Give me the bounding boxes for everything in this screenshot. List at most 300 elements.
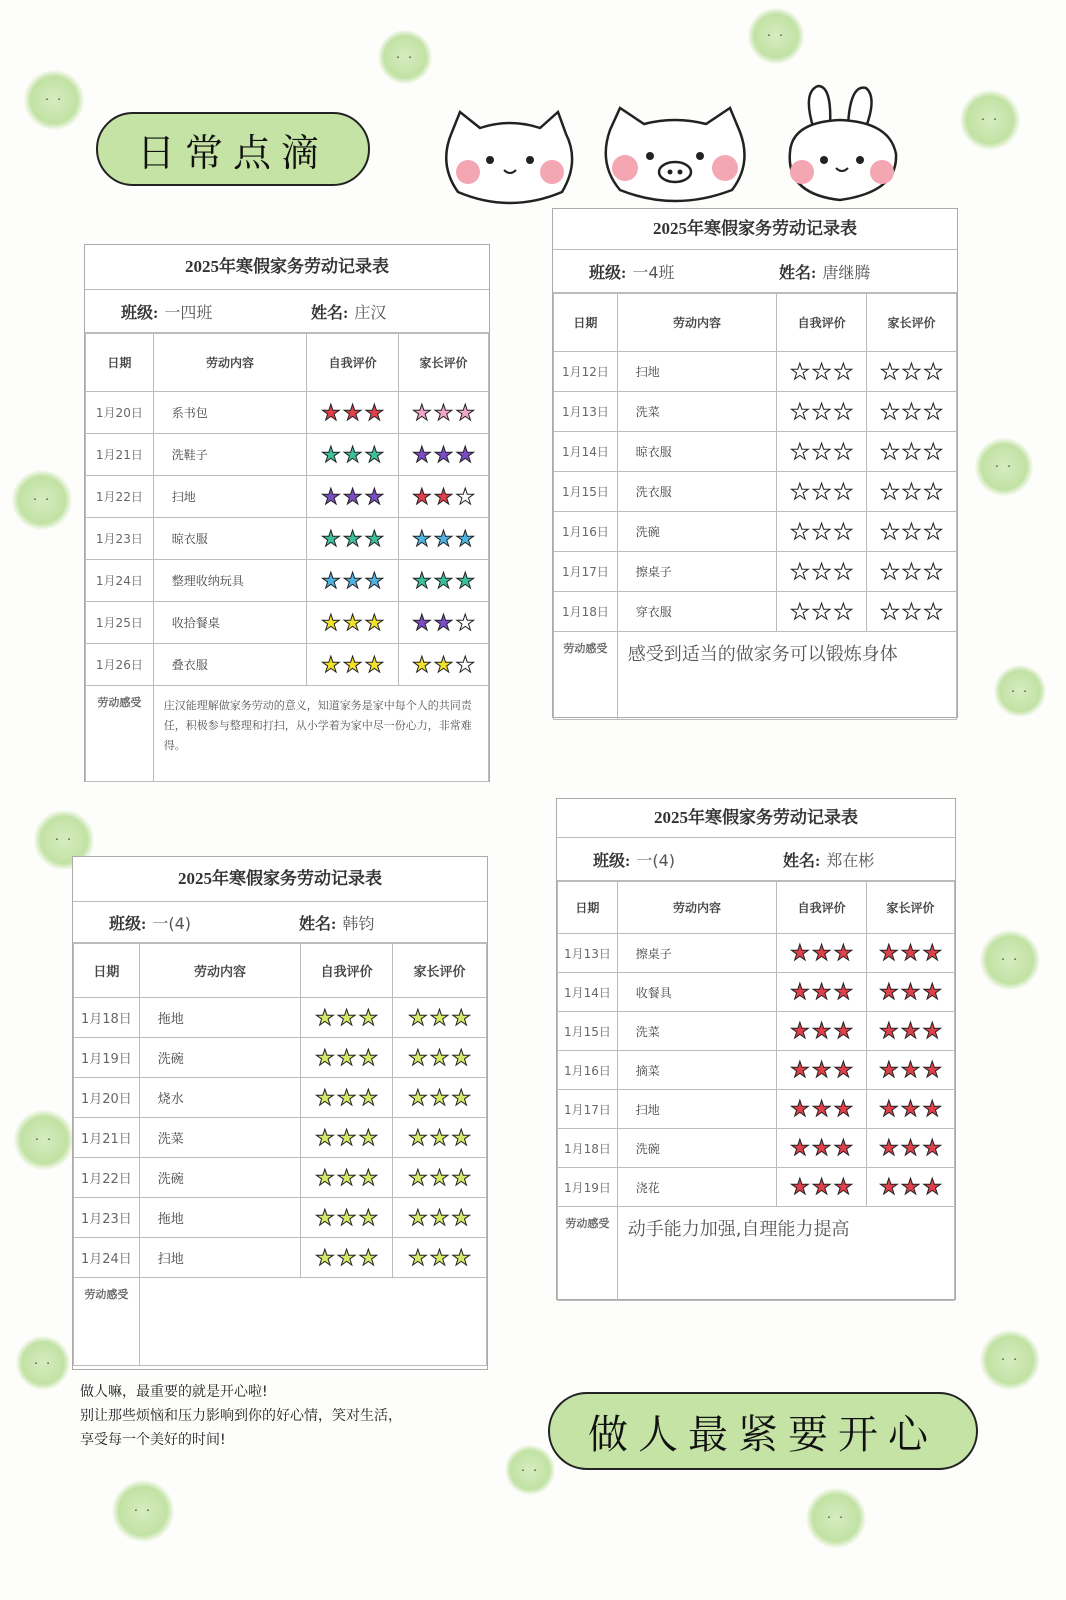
parent-rating-stars	[867, 942, 954, 964]
class-field	[109, 911, 299, 934]
table-row	[74, 1198, 487, 1238]
star-icon: ★	[321, 567, 341, 593]
feedback-text	[139, 1278, 486, 1366]
class-value: 一(4)	[636, 850, 676, 870]
row-date: 1月22日	[74, 1158, 140, 1198]
decor-dot	[112, 1480, 174, 1542]
row-date: 1月14日	[554, 432, 618, 472]
row-task: 擦桌子	[617, 934, 776, 973]
star-icon: ★	[790, 398, 810, 424]
star-icon: ★	[358, 1244, 379, 1270]
parent-rating-stars	[393, 1244, 486, 1270]
self-rating-stars	[301, 1164, 392, 1190]
feedback-label: 劳动感受	[558, 1207, 618, 1301]
self-rating-cell	[301, 1038, 393, 1078]
task-header: 劳动内容	[617, 294, 776, 352]
row-date: 1月16日	[558, 1051, 618, 1090]
self-rating-header: 自我评价	[777, 294, 867, 352]
self-rating-cell	[777, 472, 867, 512]
name-label: 姓名:	[311, 304, 349, 322]
star-icon: ★	[336, 1004, 357, 1030]
row-task: 扫地	[153, 476, 306, 518]
row-task: 洗碗	[617, 1129, 776, 1168]
self-rating-cell	[777, 1051, 867, 1090]
row-task: 擦桌子	[617, 552, 776, 592]
row-task: 系书包	[153, 392, 306, 434]
parent-rating-stars	[867, 478, 956, 504]
star-icon: ★	[811, 438, 832, 464]
self-rating-stars	[777, 518, 866, 544]
chore-table	[553, 293, 957, 720]
feedback-row	[554, 632, 957, 720]
star-icon: ★	[336, 1044, 357, 1070]
table-header-row	[74, 944, 487, 998]
self-rating-cell	[301, 1118, 393, 1158]
feedback-row	[86, 686, 489, 782]
star-icon: ★	[451, 1164, 472, 1190]
card-info-row	[557, 838, 955, 881]
parent-rating-cell	[393, 998, 487, 1038]
star-icon: ★	[407, 1084, 428, 1110]
parent-rating-stars	[867, 598, 956, 624]
star-icon: ★	[811, 979, 832, 1004]
feedback-row	[558, 1207, 955, 1301]
parent-rating-stars	[867, 398, 956, 424]
star-icon: ★	[342, 483, 363, 509]
star-icon: ★	[321, 651, 341, 677]
parent-rating-stars	[393, 1044, 486, 1070]
self-rating-cell	[777, 352, 867, 392]
star-icon: ★	[336, 1164, 357, 1190]
name-field	[783, 848, 874, 871]
star-icon: ★	[923, 518, 944, 544]
star-icon: ★	[833, 1096, 854, 1121]
star-icon: ★	[811, 1135, 832, 1160]
star-icon: ★	[878, 1018, 899, 1043]
star-icon: ★	[790, 940, 810, 965]
self-rating-stars	[777, 1098, 866, 1120]
star-icon: ★	[429, 1044, 450, 1070]
self-rating-cell	[307, 644, 399, 686]
table-row	[74, 998, 487, 1038]
class-label: 班级:	[121, 304, 159, 322]
star-icon: ★	[900, 1135, 921, 1160]
star-icon: ★	[833, 478, 854, 504]
chore-record-card	[552, 208, 958, 718]
footer-note-line: 别让那些烦恼和压力影响到你的好心情，笑对生活，	[80, 1408, 402, 1424]
star-icon: ★	[455, 567, 476, 593]
decor-dot	[980, 930, 1040, 990]
table-row	[74, 1238, 487, 1278]
star-icon: ★	[315, 1044, 335, 1070]
self-rating-cell	[777, 934, 867, 973]
star-icon: ★	[901, 438, 922, 464]
name-label: 姓名:	[299, 915, 337, 933]
date-header: 日期	[554, 294, 618, 352]
parent-rating-cell	[399, 476, 489, 518]
parent-rating-stars	[867, 1176, 954, 1198]
parent-rating-cell	[867, 934, 955, 973]
feedback-label: 劳动感受	[554, 632, 618, 720]
self-rating-stars	[301, 1044, 392, 1070]
star-icon: ★	[429, 1124, 450, 1150]
star-icon: ★	[451, 1044, 472, 1070]
self-rating-stars	[307, 609, 398, 635]
parent-rating-cell	[393, 1158, 487, 1198]
table-row	[554, 392, 957, 432]
parent-rating-cell	[867, 392, 957, 432]
star-icon: ★	[364, 609, 385, 635]
parent-rating-cell	[867, 512, 957, 552]
table-row	[554, 352, 957, 392]
self-rating-header: 自我评价	[307, 334, 399, 392]
row-date: 1月23日	[74, 1198, 140, 1238]
star-icon: ★	[878, 1096, 899, 1121]
self-rating-stars	[777, 478, 866, 504]
row-task: 整理收纳玩具	[153, 560, 306, 602]
self-rating-cell	[301, 998, 393, 1038]
star-icon: ★	[901, 358, 922, 384]
name-value: 庄汉	[354, 302, 387, 322]
star-icon: ★	[411, 567, 432, 593]
row-task: 扫地	[617, 1090, 776, 1129]
self-rating-stars	[777, 942, 866, 964]
star-icon: ★	[879, 438, 900, 464]
card-title: 2025年寒假家务劳动记录表	[85, 245, 489, 290]
table-row	[558, 1090, 955, 1129]
self-rating-stars	[301, 1084, 392, 1110]
star-icon: ★	[451, 1084, 472, 1110]
row-task: 烧水	[139, 1078, 300, 1118]
row-task: 收餐具	[617, 973, 776, 1012]
star-icon: ★	[455, 651, 476, 677]
parent-rating-cell	[867, 1012, 955, 1051]
star-icon: ★	[790, 1018, 810, 1043]
cat-face-icon	[446, 112, 572, 203]
decor-dot	[975, 438, 1033, 496]
parent-rating-stars	[393, 1084, 486, 1110]
self-rating-stars	[777, 398, 866, 424]
row-task: 洗衣服	[617, 472, 776, 512]
star-icon: ★	[455, 441, 476, 467]
star-icon: ★	[922, 1174, 943, 1199]
star-icon: ★	[922, 940, 943, 965]
feedback-label: 劳动感受	[86, 686, 154, 782]
star-icon: ★	[901, 398, 922, 424]
star-icon: ★	[451, 1004, 472, 1030]
star-icon: ★	[429, 1084, 450, 1110]
star-icon: ★	[790, 478, 810, 504]
name-value: 郑在彬	[826, 850, 875, 870]
star-icon: ★	[790, 438, 810, 464]
star-icon: ★	[879, 558, 900, 584]
header-title-badge	[96, 112, 370, 186]
star-icon: ★	[901, 478, 922, 504]
star-icon: ★	[315, 1084, 335, 1110]
star-icon: ★	[358, 1204, 379, 1230]
class-value: 一四班	[164, 302, 213, 322]
parent-rating-cell	[393, 1238, 487, 1278]
parent-rating-cell	[867, 352, 957, 392]
star-icon: ★	[922, 1057, 943, 1082]
star-icon: ★	[411, 609, 432, 635]
task-header: 劳动内容	[139, 944, 300, 998]
row-task: 拖地	[139, 1198, 300, 1238]
parent-rating-stars	[393, 1164, 486, 1190]
name-label: 姓名:	[783, 852, 821, 870]
parent-rating-cell	[399, 602, 489, 644]
star-icon: ★	[451, 1204, 472, 1230]
star-icon: ★	[790, 1135, 810, 1160]
star-icon: ★	[315, 1204, 335, 1230]
star-icon: ★	[878, 1057, 899, 1082]
feedback-text: 动手能力加强,自理能力提高	[617, 1207, 954, 1301]
feedback-row	[74, 1278, 487, 1366]
star-icon: ★	[358, 1044, 379, 1070]
star-icon: ★	[433, 567, 454, 593]
star-icon: ★	[900, 1018, 921, 1043]
table-row	[86, 518, 489, 560]
class-field	[589, 260, 779, 283]
parent-rating-stars	[867, 358, 956, 384]
star-icon: ★	[900, 940, 921, 965]
decor-dot	[14, 1110, 74, 1170]
star-icon: ★	[923, 558, 944, 584]
parent-rating-stars	[867, 438, 956, 464]
parent-rating-header: 家长评价	[867, 882, 955, 934]
self-rating-cell	[301, 1158, 393, 1198]
row-date: 1月19日	[74, 1038, 140, 1078]
star-icon: ★	[923, 598, 944, 624]
self-rating-cell	[307, 602, 399, 644]
parent-rating-stars	[393, 1124, 486, 1150]
star-icon: ★	[900, 979, 921, 1004]
table-row	[558, 973, 955, 1012]
star-icon: ★	[811, 598, 832, 624]
star-icon: ★	[321, 483, 341, 509]
self-rating-stars	[307, 483, 398, 509]
star-icon: ★	[790, 558, 810, 584]
row-task: 收拾餐桌	[153, 602, 306, 644]
footer-note-line: 做人嘛，最重要的就是开心啦!	[80, 1384, 268, 1400]
self-rating-cell	[777, 432, 867, 472]
star-icon: ★	[833, 1057, 854, 1082]
decor-dot	[980, 1330, 1040, 1390]
star-icon: ★	[451, 1124, 472, 1150]
star-icon: ★	[923, 478, 944, 504]
star-icon: ★	[321, 609, 341, 635]
star-icon: ★	[451, 1244, 472, 1270]
row-date: 1月18日	[558, 1129, 618, 1168]
star-icon: ★	[833, 358, 854, 384]
self-rating-stars	[777, 981, 866, 1003]
self-rating-cell	[777, 512, 867, 552]
self-rating-stars	[307, 441, 398, 467]
self-rating-stars	[301, 1244, 392, 1270]
star-icon: ★	[811, 558, 832, 584]
star-icon: ★	[901, 518, 922, 544]
row-date: 1月24日	[86, 560, 154, 602]
feedback-label: 劳动感受	[74, 1278, 140, 1366]
star-icon: ★	[433, 399, 454, 425]
self-rating-stars	[307, 567, 398, 593]
parent-rating-header: 家长评价	[399, 334, 489, 392]
star-icon: ★	[833, 598, 854, 624]
star-icon: ★	[811, 398, 832, 424]
row-task: 叠衣服	[153, 644, 306, 686]
parent-rating-stars	[399, 609, 488, 635]
row-date: 1月24日	[74, 1238, 140, 1278]
decor-dot	[12, 470, 72, 530]
name-field	[311, 300, 386, 323]
self-rating-cell	[777, 592, 867, 632]
star-icon: ★	[321, 441, 341, 467]
star-icon: ★	[364, 399, 385, 425]
self-rating-stars	[301, 1004, 392, 1030]
table-row	[74, 1038, 487, 1078]
star-icon: ★	[878, 1135, 899, 1160]
self-rating-stars	[307, 525, 398, 551]
star-icon: ★	[900, 1096, 921, 1121]
card-info-row	[85, 290, 489, 333]
feedback-text: 庄汉能理解做家务劳动的意义，知道家务是家中每个人的共同责任，积极参与整理和打扫，从小学着为家中尽一份心力，非常难得。	[153, 686, 488, 782]
star-icon: ★	[790, 358, 810, 384]
star-icon: ★	[790, 598, 810, 624]
star-icon: ★	[879, 478, 900, 504]
card-title: 2025年寒假家务劳动记录表	[553, 209, 957, 250]
star-icon: ★	[364, 483, 385, 509]
star-icon: ★	[878, 979, 899, 1004]
table-header-row	[86, 334, 489, 392]
row-date: 1月18日	[74, 998, 140, 1038]
row-date: 1月19日	[558, 1168, 618, 1207]
parent-rating-stars	[867, 981, 954, 1003]
self-rating-cell	[307, 434, 399, 476]
decor-dot	[748, 8, 804, 64]
class-value: 一4班	[632, 262, 675, 282]
star-icon: ★	[336, 1084, 357, 1110]
star-icon: ★	[833, 1018, 854, 1043]
row-task: 浇花	[617, 1168, 776, 1207]
self-rating-stars	[777, 598, 866, 624]
row-date: 1月13日	[554, 392, 618, 432]
self-rating-stars	[301, 1204, 392, 1230]
class-value: 一(4)	[152, 913, 192, 933]
self-rating-stars	[777, 1059, 866, 1081]
star-icon: ★	[455, 525, 476, 551]
star-icon: ★	[315, 1004, 335, 1030]
star-icon: ★	[901, 598, 922, 624]
chore-table	[73, 943, 487, 1366]
row-date: 1月15日	[558, 1012, 618, 1051]
table-row	[554, 472, 957, 512]
parent-rating-cell	[867, 592, 957, 632]
card-info-row	[73, 902, 487, 943]
self-rating-stars	[301, 1124, 392, 1150]
row-date: 1月23日	[86, 518, 154, 560]
star-icon: ★	[922, 1096, 943, 1121]
star-icon: ★	[342, 567, 363, 593]
star-icon: ★	[411, 399, 432, 425]
row-date: 1月25日	[86, 602, 154, 644]
table-row	[86, 434, 489, 476]
parent-rating-stars	[399, 525, 488, 551]
parent-rating-cell	[867, 432, 957, 472]
star-icon: ★	[923, 358, 944, 384]
row-date: 1月15日	[554, 472, 618, 512]
star-icon: ★	[433, 483, 454, 509]
star-icon: ★	[315, 1244, 335, 1270]
star-icon: ★	[407, 1204, 428, 1230]
star-icon: ★	[342, 399, 363, 425]
row-date: 1月21日	[74, 1118, 140, 1158]
star-icon: ★	[407, 1164, 428, 1190]
star-icon: ★	[433, 441, 454, 467]
star-icon: ★	[790, 1096, 810, 1121]
row-task: 穿衣服	[617, 592, 776, 632]
table-row	[86, 644, 489, 686]
parent-rating-stars	[399, 651, 488, 677]
star-icon: ★	[411, 651, 432, 677]
table-row	[86, 560, 489, 602]
parent-rating-cell	[393, 1078, 487, 1118]
star-icon: ★	[811, 1174, 832, 1199]
star-icon: ★	[790, 979, 810, 1004]
row-task: 洗菜	[139, 1118, 300, 1158]
footer-title-badge	[548, 1392, 978, 1470]
star-icon: ★	[833, 979, 854, 1004]
table-header-row	[558, 882, 955, 934]
star-icon: ★	[407, 1044, 428, 1070]
self-rating-cell	[777, 1012, 867, 1051]
table-row	[74, 1118, 487, 1158]
row-task: 晾衣服	[153, 518, 306, 560]
star-icon: ★	[407, 1244, 428, 1270]
star-icon: ★	[790, 1174, 810, 1199]
star-icon: ★	[833, 438, 854, 464]
star-icon: ★	[811, 940, 832, 965]
table-row	[86, 476, 489, 518]
star-icon: ★	[342, 525, 363, 551]
self-rating-stars	[777, 438, 866, 464]
star-icon: ★	[429, 1244, 450, 1270]
name-label: 姓名:	[779, 264, 817, 282]
parent-rating-stars	[867, 1137, 954, 1159]
row-date: 1月22日	[86, 476, 154, 518]
star-icon: ★	[321, 525, 341, 551]
star-icon: ★	[336, 1204, 357, 1230]
star-icon: ★	[878, 1174, 899, 1199]
self-rating-cell	[301, 1198, 393, 1238]
star-icon: ★	[407, 1124, 428, 1150]
parent-rating-cell	[393, 1198, 487, 1238]
star-icon: ★	[900, 1174, 921, 1199]
star-icon: ★	[833, 518, 854, 544]
row-date: 1月20日	[74, 1078, 140, 1118]
decor-dot	[16, 1336, 70, 1390]
star-icon: ★	[342, 651, 363, 677]
star-icon: ★	[811, 1057, 832, 1082]
star-icon: ★	[922, 979, 943, 1004]
star-icon: ★	[900, 1057, 921, 1082]
parent-rating-stars	[867, 1098, 954, 1120]
star-icon: ★	[811, 518, 832, 544]
parent-rating-cell	[867, 1168, 955, 1207]
parent-rating-stars	[393, 1204, 486, 1230]
star-icon: ★	[901, 558, 922, 584]
table-row	[554, 432, 957, 472]
parent-rating-cell	[393, 1118, 487, 1158]
